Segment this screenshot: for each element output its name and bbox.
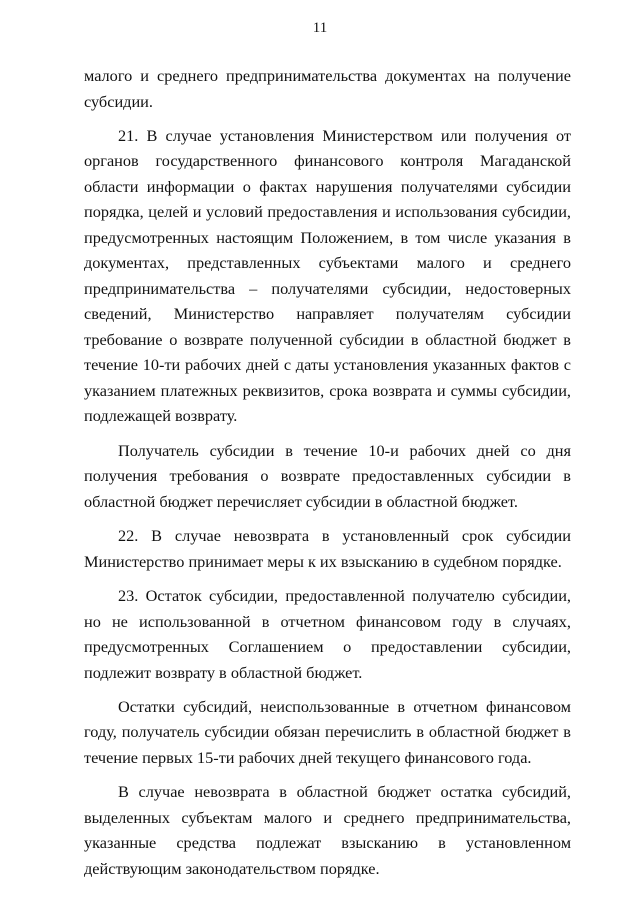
paragraph-item-23-remaining-funds: Остатки субсидий, неиспользованные в отчетном финансовом году, получатель субсидии обязан перечислить в областной бюджет в течение первых 15-ти рабочих дней текущего финансового года. <box>84 696 571 767</box>
paragraph-item-23: 23. Остаток субсидии, предоставленной получателю субсидии, но не использованной в отчетном финансовом году в случаях, предусмотренных Соглашением о предоставлении субсидии, подлежит возврату в областной бюджет. <box>84 586 571 682</box>
paragraph-item-22: 22. В случае невозврата в установленный срок субсидии Министерство принимает меры к их взысканию в судебном порядке. <box>84 526 571 571</box>
paragraph-continuation: малого и среднего предпринимательства документах на получение субсидии. <box>84 66 571 111</box>
paragraph-item-21-recipient-return: Получатель субсидии в течение 10-и рабочих дней со дня получения требования о возврате предоставленных субсидии в областной бюджет перечисляет субсидии в областной бюджет. <box>84 440 571 511</box>
document-body <box>84 63 571 890</box>
paragraph-item-23-non-return: В случае невозврата в областной бюджет остатка субсидий, выделенных субъектам малого и среднего предпринимательства, указанные средства подлежат взысканию в установленном действующим законодательством порядке. <box>84 782 571 878</box>
paragraph-item-21: 21. В случае установления Министерством или получения от органов государственного финансового контроля Магаданской области информации о фактах нарушения получателями субсидии порядка, целей и условий предоставления и использования субсидии, предусмотренных настоящим Положением, в том числе указания в документах, представленных субъектами малого и среднего предпринимательства – получателями субсидии, недостоверных сведений, Министерство направляет получателям субсидии требование о возврате полученной субсидии в областной бюджет в течение 10-ти рабочих дней с даты установления указанных фактов с указанием платежных реквизитов, срока возврата и суммы субсидии, подлежащей возврату. <box>84 125 571 426</box>
page-number: 11 <box>312 20 328 36</box>
